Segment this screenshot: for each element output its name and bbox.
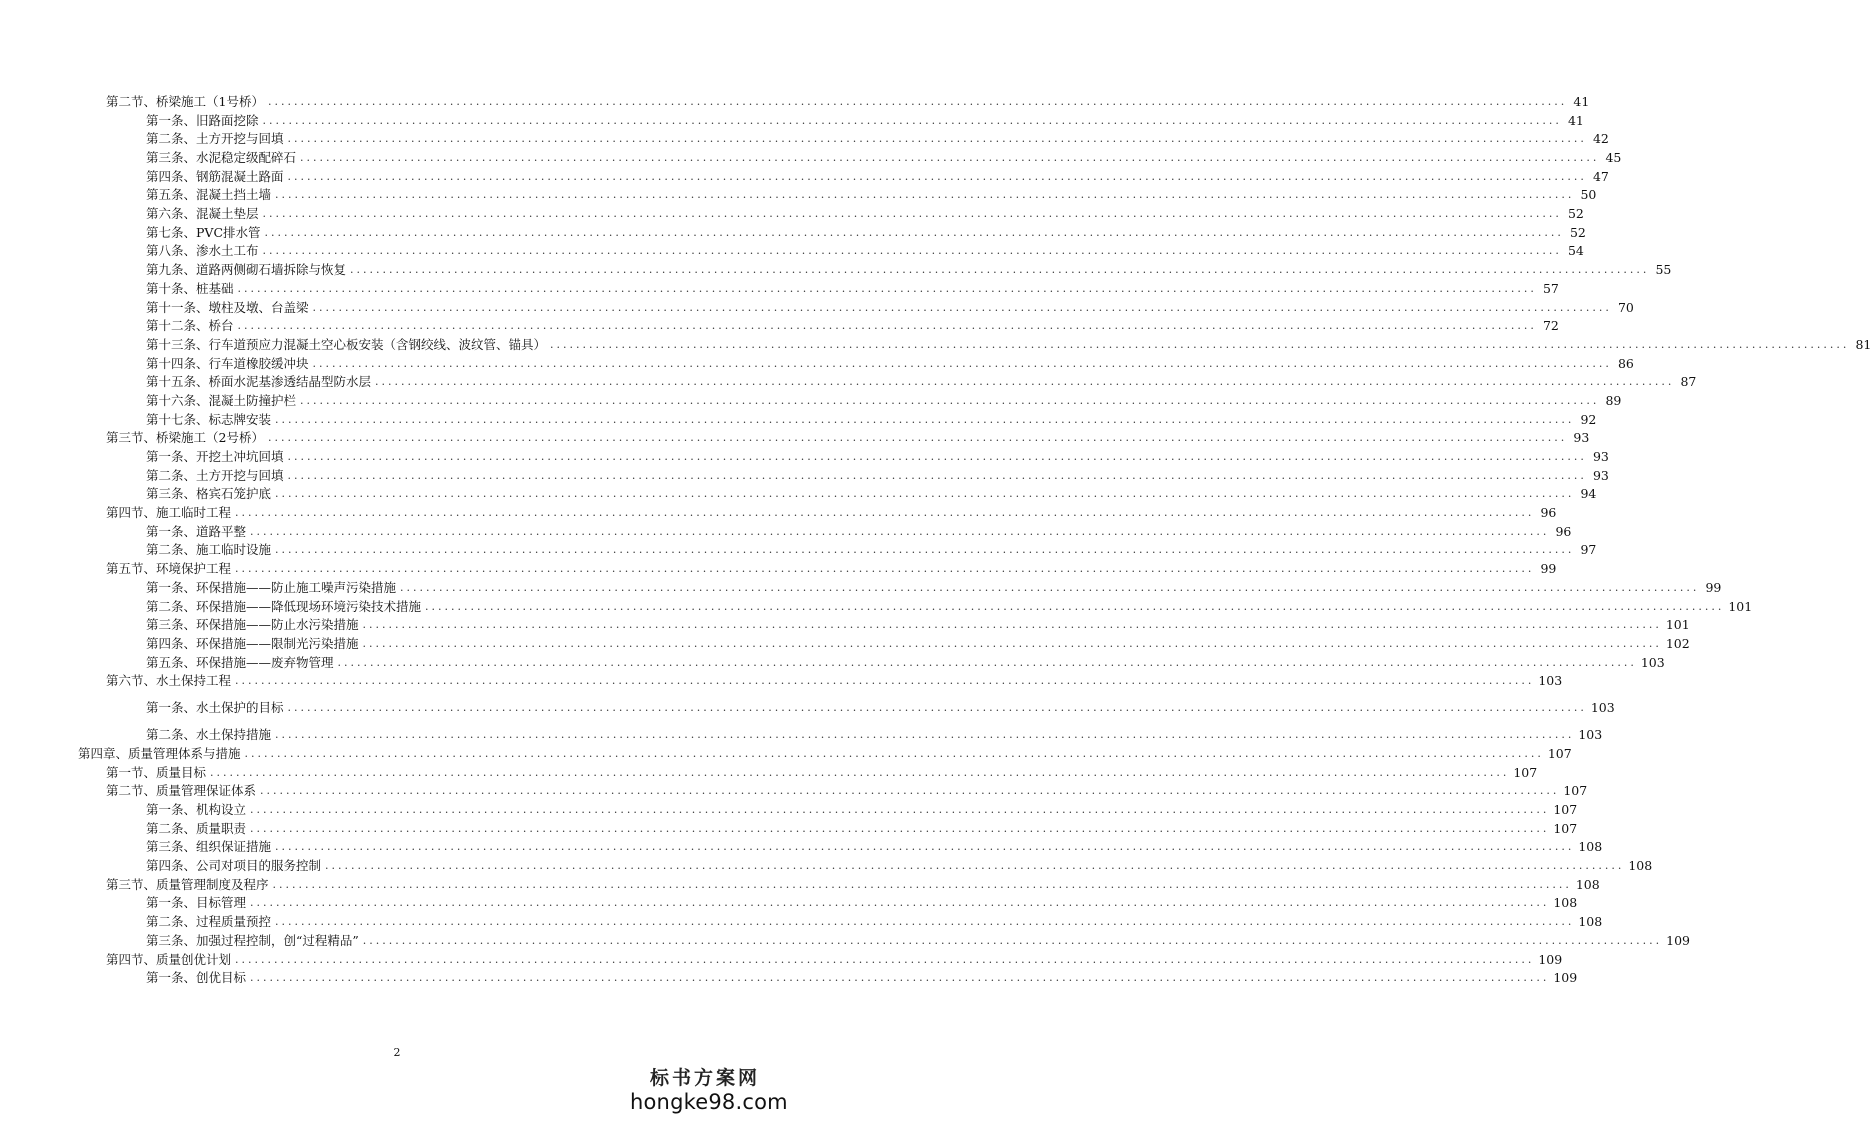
toc-entry[interactable]	[0, 764, 1538, 783]
toc-entry-page: 101	[1665, 617, 1690, 633]
toc-entry-title: 第四条、环保措施——限制光污染措施	[146, 635, 359, 651]
toc-entry[interactable]	[0, 857, 1653, 876]
toc-entry-title: 第十一条、墩柱及墩、台盖梁	[146, 299, 309, 315]
toc-entry-page: 86	[1617, 355, 1634, 371]
toc-dot-leader: ........................................................................................................................................................................................................	[275, 412, 1575, 426]
toc-entry-page: 108	[1575, 876, 1600, 892]
toc-entry-page: 109	[1538, 951, 1563, 967]
toc-entry-title: 第二条、环保措施——降低现场环境污染技术措施	[146, 598, 422, 614]
toc-entry-page: 72	[1542, 318, 1559, 334]
toc-entry-title: 第十条、桩基础	[146, 280, 234, 296]
toc-entry-page: 103	[1578, 727, 1603, 743]
toc-dot-leader: ........................................................................................................................................................................................................	[237, 319, 1537, 333]
toc-entry-title: 第十五条、桥面水泥基渗透结晶型防水层	[146, 374, 372, 390]
toc-entry-title: 第四节、施工临时工程	[106, 505, 232, 521]
toc-entry-page: 42	[1592, 131, 1609, 147]
toc-dot-leader: ........................................................................................................................................................................................................	[250, 821, 1550, 835]
toc-entry-page: 108	[1553, 895, 1578, 911]
toc-dot-leader: ........................................................................................................................................................................................................	[262, 244, 1562, 258]
toc-entry-page: 45	[1605, 150, 1622, 166]
toc-entry[interactable]	[0, 373, 1697, 392]
toc-entry[interactable]	[0, 616, 1690, 635]
toc-entry-title: 第十二条、桥台	[146, 318, 234, 334]
toc-entry-title: 第八条、渗水土工布	[146, 243, 259, 259]
toc-entry-page: 52	[1569, 224, 1586, 240]
toc-entry-page: 93	[1573, 430, 1590, 446]
toc-entry-page: 101	[1728, 598, 1753, 614]
toc-dot-leader: ........................................................................................................................................................................................................	[275, 840, 1575, 854]
toc-entry-page: 97	[1580, 542, 1597, 558]
toc-entry[interactable]	[0, 411, 1597, 430]
toc-entry-page: 103	[1640, 654, 1665, 670]
toc-dot-leader: ........................................................................................................................................................................................................	[275, 487, 1575, 501]
toc-entry[interactable]	[0, 261, 1672, 280]
toc-entry-title: 第四条、钢筋混凝土路面	[146, 168, 284, 184]
toc-entry-title: 第六节、水土保持工程	[106, 673, 232, 689]
toc-entry-title: 第四条、公司对项目的服务控制	[146, 858, 322, 874]
toc-entry[interactable]	[0, 485, 1597, 504]
toc-entry-page: 57	[1542, 280, 1559, 296]
toc-entry-page: 92	[1580, 411, 1597, 427]
toc-entry-title: 第二条、质量职责	[146, 820, 247, 836]
toc-dot-leader: ........................................................................................................................................................................................................	[275, 728, 1575, 742]
toc-entry[interactable]	[0, 186, 1597, 205]
toc-entry[interactable]	[0, 820, 1578, 839]
toc-entry[interactable]	[0, 969, 1578, 988]
toc-dot-leader: ........................................................................................................................................................................................................	[260, 784, 1560, 798]
toc-entry-title: 第二条、水土保持措施	[146, 727, 272, 743]
toc-entry[interactable]	[0, 579, 1722, 598]
toc-dot-leader: ........................................................................................................................................................................................................	[210, 765, 1510, 779]
page-number: 2	[393, 1046, 401, 1059]
toc-dot-leader: ........................................................................................................................................................................................................	[425, 599, 1725, 613]
toc-dot-leader: ........................................................................................................................................................................................................	[312, 300, 1612, 314]
toc-entry-page: 107	[1513, 764, 1538, 780]
toc-entry[interactable]	[0, 355, 1634, 374]
toc-entry[interactable]	[0, 205, 1584, 224]
toc-entry[interactable]	[0, 130, 1609, 149]
toc-entry-title: 第三条、格宾石笼护底	[146, 486, 272, 502]
toc-entry-title: 第三节、质量管理制度及程序	[106, 876, 269, 892]
watermark-chinese: 标书方案网	[649, 1067, 760, 1089]
toc-dot-leader: ........................................................................................................................................................................................................	[262, 207, 1562, 221]
toc-dot-leader: ........................................................................................................................................................................................................	[267, 94, 1568, 108]
toc-entry-page: 109	[1553, 970, 1578, 986]
toc-entry-page: 96	[1555, 523, 1572, 539]
toc-entry-title: 第五条、混凝土挡土墙	[146, 187, 272, 203]
toc-dot-leader: ........................................................................................................................................................................................................	[400, 580, 1700, 594]
toc-dot-leader: ........................................................................................................................................................................................................	[287, 701, 1587, 715]
toc-entry-page: 102	[1665, 635, 1690, 651]
toc-entry-page: 89	[1605, 392, 1622, 408]
toc-entry-title: 第一条、创优目标	[146, 970, 247, 986]
toc-dot-leader: ........................................................................................................................................................................................................	[287, 132, 1587, 146]
toc-entry[interactable]	[0, 838, 1603, 857]
toc-entry-page: 50	[1580, 187, 1597, 203]
toc-entry-title: 第三条、环保措施——防止水污染措施	[146, 617, 359, 633]
toc-dot-leader: ........................................................................................................................................................................................................	[350, 263, 1650, 277]
toc-entry-title: 第三条、加强过程控制，创“过程精品”	[146, 932, 359, 948]
toc-entry-title: 第二条、施工临时设施	[146, 542, 272, 558]
toc-entry[interactable]	[0, 560, 1557, 579]
toc-entry-page: 47	[1592, 168, 1609, 184]
toc-entry-title: 第七条、PVC排水管	[146, 224, 261, 240]
toc-dot-leader: ........................................................................................................................................................................................................	[250, 971, 1550, 985]
toc-entry-page: 94	[1580, 486, 1597, 502]
toc-entry[interactable]	[0, 542, 1597, 561]
toc-entry-title: 第二条、过程质量预控	[146, 914, 272, 930]
toc-entry-page: 87	[1680, 374, 1697, 390]
toc-entry-title: 第三条、组织保证措施	[146, 839, 272, 855]
toc-entry-page: 103	[1538, 673, 1563, 689]
toc-dot-leader: ........................................................................................................................................................................................................	[262, 113, 1562, 127]
toc-entry-page: 108	[1628, 858, 1653, 874]
toc-dot-leader: ........................................................................................................................................................................................................	[235, 952, 1535, 966]
toc-entry[interactable]	[0, 299, 1634, 318]
toc-entry-page: 54	[1567, 243, 1584, 259]
toc-entry-title: 第一条、机构设立	[146, 802, 247, 818]
toc-dot-leader: ........................................................................................................................................................................................................	[300, 151, 1600, 165]
toc-entry[interactable]	[0, 336, 1871, 355]
table-of-contents	[0, 93, 1871, 988]
toc-dot-leader: ........................................................................................................................................................................................................	[272, 877, 1572, 891]
toc-entry-title: 第四章、质量管理体系与措施	[78, 745, 241, 761]
toc-entry[interactable]	[0, 876, 1600, 895]
toc-dot-leader: ........................................................................................................................................................................................................	[337, 655, 1637, 669]
toc-dot-leader: ........................................................................................................................................................................................................	[550, 337, 1850, 351]
toc-entry[interactable]	[0, 932, 1690, 951]
toc-entry-title: 第二条、土方开挖与回填	[146, 131, 284, 147]
toc-entry[interactable]	[0, 429, 1590, 448]
toc-entry[interactable]	[0, 280, 1559, 299]
toc-entry-page: 108	[1578, 839, 1603, 855]
toc-entry-title: 第三节、桥梁施工（2号桥）	[106, 430, 264, 446]
toc-entry-title: 第一节、质量目标	[106, 764, 207, 780]
toc-dot-leader: ........................................................................................................................................................................................................	[264, 225, 1564, 239]
toc-dot-leader: ........................................................................................................................................................................................................	[235, 506, 1535, 520]
toc-entry-title: 第十六条、混凝土防撞护栏	[146, 392, 297, 408]
toc-entry[interactable]	[0, 913, 1603, 932]
toc-entry[interactable]	[0, 598, 1753, 617]
toc-entry-title: 第一条、开挖土冲坑回填	[146, 449, 284, 465]
toc-dot-leader: ........................................................................................................................................................................................................	[275, 543, 1575, 557]
toc-entry-page: 109	[1666, 932, 1690, 948]
toc-dot-leader: ........................................................................................................................................................................................................	[287, 169, 1587, 183]
toc-dot-leader: ........................................................................................................................................................................................................	[235, 562, 1535, 576]
toc-entry-page: 70	[1617, 299, 1634, 315]
toc-entry[interactable]	[0, 654, 1665, 673]
toc-entry[interactable]	[0, 504, 1557, 523]
toc-entry-title: 第四节、质量创优计划	[106, 951, 232, 967]
toc-entry-page: 103	[1590, 700, 1615, 716]
toc-entry[interactable]	[0, 467, 1609, 486]
toc-dot-leader: ........................................................................................................................................................................................................	[235, 674, 1535, 688]
toc-entry-title: 第十三条、行车道预应力混凝土空心板安装（含钢绞线、波纹管、锚具）	[146, 336, 547, 352]
toc-dot-leader: ........................................................................................................................................................................................................	[275, 188, 1575, 202]
toc-entry-page: 41	[1573, 93, 1590, 109]
toc-dot-leader: ........................................................................................................................................................................................................	[250, 803, 1550, 817]
toc-entry[interactable]	[0, 718, 1603, 745]
toc-entry[interactable]	[0, 782, 1588, 801]
toc-entry[interactable]	[0, 801, 1578, 820]
toc-dot-leader: ........................................................................................................................................................................................................	[300, 393, 1600, 407]
toc-entry[interactable]	[0, 635, 1690, 654]
toc-entry[interactable]	[0, 895, 1578, 914]
toc-dot-leader: ........................................................................................................................................................................................................	[267, 431, 1568, 445]
toc-entry-title: 第十七条、标志牌安装	[146, 411, 272, 427]
toc-dot-leader: ........................................................................................................................................................................................................	[275, 915, 1575, 929]
toc-entry-title: 第二节、质量管理保证体系	[106, 783, 257, 799]
toc-entry[interactable]	[0, 168, 1609, 187]
toc-entry-page: 81	[1855, 336, 1871, 352]
toc-entry-page: 107	[1553, 820, 1578, 836]
toc-dot-leader: ........................................................................................................................................................................................................	[250, 896, 1550, 910]
toc-entry[interactable]	[0, 112, 1584, 131]
toc-entry[interactable]	[0, 523, 1572, 542]
toc-entry-page: 108	[1578, 914, 1603, 930]
toc-entry-page: 107	[1553, 802, 1578, 818]
toc-entry-title: 第三条、水泥稳定级配碎石	[146, 150, 297, 166]
toc-entry-page: 55	[1655, 262, 1672, 278]
toc-dot-leader: ........................................................................................................................................................................................................	[287, 468, 1587, 482]
toc-entry-title: 第一条、水土保护的目标	[146, 700, 284, 716]
toc-entry[interactable]	[0, 149, 1622, 168]
toc-entry-title: 第一条、道路平整	[146, 523, 247, 539]
toc-entry[interactable]	[0, 224, 1586, 243]
toc-dot-leader: ........................................................................................................................................................................................................	[312, 356, 1612, 370]
toc-entry-page: 93	[1592, 449, 1609, 465]
toc-entry-page: 107	[1547, 745, 1572, 761]
toc-entry-title: 第九条、道路两侧砌石墙拆除与恢复	[146, 262, 347, 278]
toc-entry-title: 第一条、环保措施——防止施工噪声污染措施	[146, 579, 397, 595]
toc-dot-leader: ........................................................................................................................................................................................................	[250, 524, 1550, 538]
toc-entry[interactable]	[0, 691, 1615, 718]
toc-dot-leader: ........................................................................................................................................................................................................	[325, 859, 1625, 873]
toc-dot-leader: ........................................................................................................................................................................................................	[362, 618, 1662, 632]
toc-entry[interactable]	[0, 243, 1584, 262]
toc-entry-title: 第一条、目标管理	[146, 895, 247, 911]
toc-entry-title: 第六条、混凝土垫层	[146, 206, 259, 222]
toc-entry[interactable]	[0, 317, 1559, 336]
toc-entry-page: 99	[1540, 561, 1557, 577]
toc-entry[interactable]	[0, 93, 1590, 112]
toc-entry-page: 99	[1705, 579, 1722, 595]
toc-entry[interactable]	[0, 951, 1563, 970]
toc-entry[interactable]	[0, 745, 1572, 764]
toc-dot-leader: ........................................................................................................................................................................................................	[287, 450, 1587, 464]
toc-entry[interactable]	[0, 672, 1563, 691]
toc-entry-title: 第一条、旧路面挖除	[146, 112, 259, 128]
watermark-url: hongke98.com	[630, 1090, 788, 1114]
toc-dot-leader: ........................................................................................................................................................................................................	[362, 636, 1662, 650]
toc-entry[interactable]	[0, 448, 1609, 467]
toc-entry-page: 107	[1563, 783, 1588, 799]
toc-entry-title: 第二条、土方开挖与回填	[146, 467, 284, 483]
toc-entry-page: 93	[1592, 467, 1609, 483]
toc-entry-page: 52	[1567, 206, 1584, 222]
toc-dot-leader: ........................................................................................................................................................................................................	[237, 281, 1537, 295]
toc-dot-leader: ........................................................................................................................................................................................................	[375, 375, 1675, 389]
toc-dot-leader: ........................................................................................................................................................................................................	[362, 933, 1663, 947]
toc-entry-title: 第二节、桥梁施工（1号桥）	[106, 93, 264, 109]
toc-entry-title: 第十四条、行车道橡胶缓冲块	[146, 355, 309, 371]
toc-entry[interactable]	[0, 392, 1622, 411]
toc-entry-title: 第五节、环境保护工程	[106, 561, 232, 577]
toc-entry-page: 96	[1540, 505, 1557, 521]
toc-entry-page: 41	[1567, 112, 1584, 128]
toc-entry-title: 第五条、环保措施——废弃物管理	[146, 654, 334, 670]
watermark-logo	[630, 1063, 788, 1114]
toc-dot-leader: ........................................................................................................................................................................................................	[244, 746, 1544, 760]
